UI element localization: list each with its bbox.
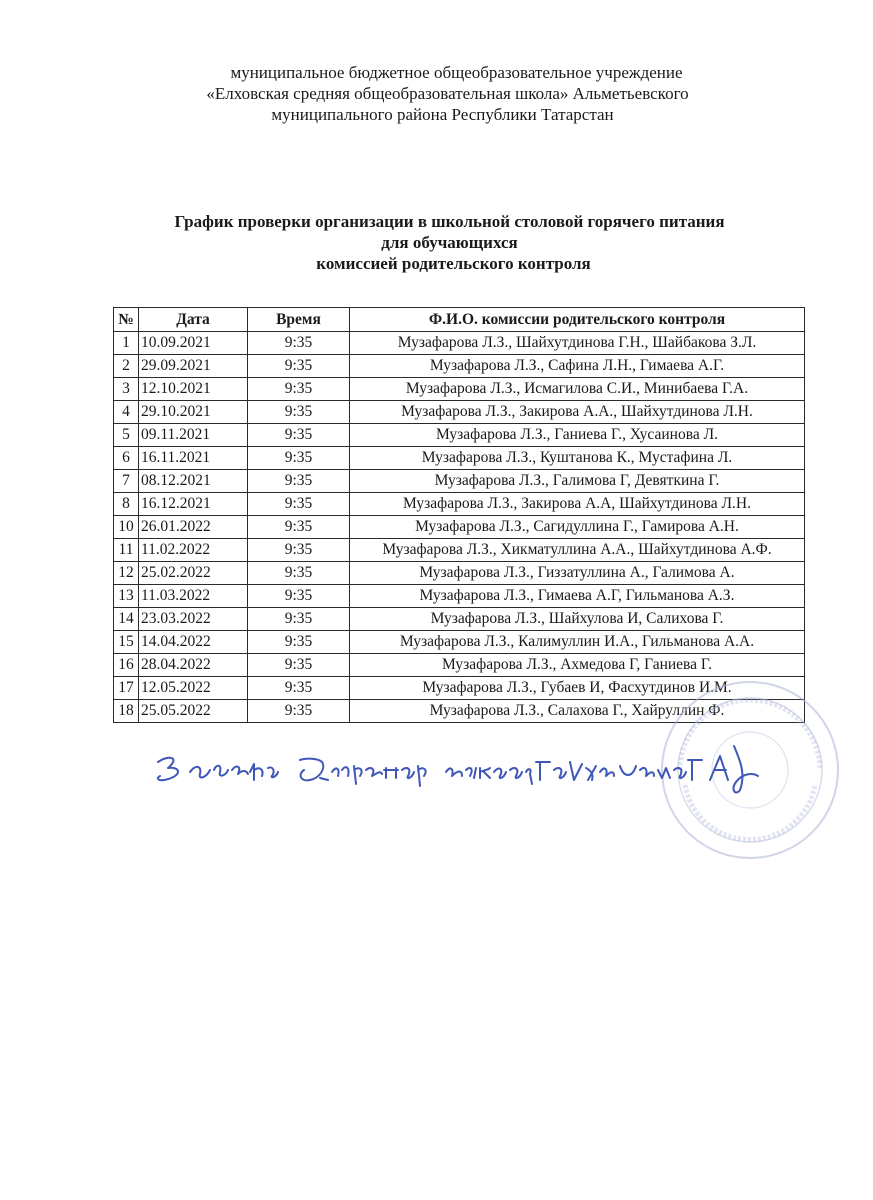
cell-date: 11.03.2022 xyxy=(139,585,248,608)
cell-time: 9:35 xyxy=(248,447,350,470)
cell-time: 9:35 xyxy=(248,516,350,539)
header-names: Ф.И.О. комиссии родительского контроля xyxy=(350,308,805,332)
cell-date: 25.02.2022 xyxy=(139,562,248,585)
cell-number: 12 xyxy=(114,562,139,585)
cell-date: 12.10.2021 xyxy=(139,378,248,401)
cell-time: 9:35 xyxy=(248,585,350,608)
table-header-row xyxy=(114,308,805,332)
director-signature xyxy=(150,740,770,800)
cell-time: 9:35 xyxy=(248,470,350,493)
table-body xyxy=(114,332,805,723)
cell-date: 14.04.2022 xyxy=(139,631,248,654)
table-row xyxy=(114,355,805,378)
cell-date: 16.11.2021 xyxy=(139,447,248,470)
handwritten-signature-graphic xyxy=(150,740,770,800)
table-row xyxy=(114,493,805,516)
cell-names: Музафарова Л.З., Сагидуллина Г., Гамирова А.Н. xyxy=(350,516,805,539)
cell-names: Музафарова Л.З., Куштанова К., Мустафина Л. xyxy=(350,447,805,470)
cell-date: 23.03.2022 xyxy=(139,608,248,631)
cell-names: Музафарова Л.З., Шайхулова И, Салихова Г. xyxy=(350,608,805,631)
cell-names: Музафарова Л.З., Закирова А.А, Шайхутдинова Л.Н. xyxy=(350,493,805,516)
cell-number: 7 xyxy=(114,470,139,493)
cell-names: Музафарова Л.З., Исмагилова С.И., Минибаева Г.А. xyxy=(350,378,805,401)
table-row xyxy=(114,401,805,424)
document-title xyxy=(0,211,873,274)
cell-time: 9:35 xyxy=(248,401,350,424)
cell-number: 2 xyxy=(114,355,139,378)
table-row xyxy=(114,562,805,585)
cell-number: 13 xyxy=(114,585,139,608)
cell-number: 3 xyxy=(114,378,139,401)
cell-names: Музафарова Л.З., Сафина Л.Н., Гимаева А.Г. xyxy=(350,355,805,378)
table-row xyxy=(114,332,805,355)
cell-date: 10.09.2021 xyxy=(139,332,248,355)
cell-number: 17 xyxy=(114,677,139,700)
table-row xyxy=(114,631,805,654)
cell-time: 9:35 xyxy=(248,700,350,723)
cell-names: Музафарова Л.З., Салахова Г., Хайруллин Ф. xyxy=(350,700,805,723)
cell-names: Музафарова Л.З., Галимова Г, Девяткина Г. xyxy=(350,470,805,493)
organization-line-2: «Елховская средняя общеобразовательная школа» Альметьевского xyxy=(206,84,689,103)
cell-time: 9:35 xyxy=(248,332,350,355)
header-time: Время xyxy=(248,308,350,332)
cell-number: 14 xyxy=(114,608,139,631)
table-row xyxy=(114,424,805,447)
cell-time: 9:35 xyxy=(248,654,350,677)
cell-date: 12.05.2022 xyxy=(139,677,248,700)
cell-date: 26.01.2022 xyxy=(139,516,248,539)
title-line-1: График проверки организации в школьной столовой горячего питания xyxy=(174,212,725,231)
cell-time: 9:35 xyxy=(248,355,350,378)
cell-date: 25.05.2022 xyxy=(139,700,248,723)
cell-number: 10 xyxy=(114,516,139,539)
cell-date: 29.10.2021 xyxy=(139,401,248,424)
table-row xyxy=(114,447,805,470)
cell-time: 9:35 xyxy=(248,424,350,447)
cell-names: Музафарова Л.З., Ганиева Г., Хусаинова Л. xyxy=(350,424,805,447)
cell-time: 9:35 xyxy=(248,378,350,401)
cell-time: 9:35 xyxy=(248,608,350,631)
cell-number: 8 xyxy=(114,493,139,516)
cell-names: Музафарова Л.З., Гимаева А.Г, Гильманова А.З. xyxy=(350,585,805,608)
organization-line-3: муниципального района Республики Татарстан xyxy=(271,105,614,124)
cell-time: 9:35 xyxy=(248,631,350,654)
table-row xyxy=(114,654,805,677)
cell-time: 9:35 xyxy=(248,677,350,700)
cell-names: Музафарова Л.З., Ахмедова Г, Ганиева Г. xyxy=(350,654,805,677)
table-row xyxy=(114,539,805,562)
cell-number: 6 xyxy=(114,447,139,470)
cell-names: Музафарова Л.З., Гиззатуллина А., Галимова А. xyxy=(350,562,805,585)
cell-names: Музафарова Л.З., Калимуллин И.А., Гильманова А.А. xyxy=(350,631,805,654)
table-row xyxy=(114,608,805,631)
cell-date: 09.11.2021 xyxy=(139,424,248,447)
cell-time: 9:35 xyxy=(248,562,350,585)
inspection-schedule-table xyxy=(113,307,805,723)
organization-line-1: муниципальное бюджетное общеобразовательное учреждение xyxy=(230,63,683,82)
table-row xyxy=(114,585,805,608)
cell-time: 9:35 xyxy=(248,493,350,516)
title-line-3: комиссией родительского контроля xyxy=(316,254,591,273)
cell-number: 16 xyxy=(114,654,139,677)
cell-number: 4 xyxy=(114,401,139,424)
cell-date: 29.09.2021 xyxy=(139,355,248,378)
cell-date: 08.12.2021 xyxy=(139,470,248,493)
cell-number: 1 xyxy=(114,332,139,355)
cell-number: 18 xyxy=(114,700,139,723)
cell-time: 9:35 xyxy=(248,539,350,562)
cell-names: Музафарова Л.З., Губаев И, Фасхутдинов И.М. xyxy=(350,677,805,700)
header-number: № xyxy=(114,308,139,332)
header-date: Дата xyxy=(139,308,248,332)
table-row xyxy=(114,378,805,401)
cell-number: 15 xyxy=(114,631,139,654)
cell-number: 5 xyxy=(114,424,139,447)
title-line-2: для обучающихся xyxy=(381,233,518,252)
organization-header xyxy=(0,62,873,125)
table-row xyxy=(114,516,805,539)
cell-date: 16.12.2021 xyxy=(139,493,248,516)
table-row xyxy=(114,470,805,493)
cell-number: 11 xyxy=(114,539,139,562)
cell-date: 11.02.2022 xyxy=(139,539,248,562)
cell-names: Музафарова Л.З., Шайхутдинова Г.Н., Шайбакова З.Л. xyxy=(350,332,805,355)
cell-names: Музафарова Л.З., Закирова А.А., Шайхутдинова Л.Н. xyxy=(350,401,805,424)
cell-names: Музафарова Л.З., Хикматуллина А.А., Шайхутдинова А.Ф. xyxy=(350,539,805,562)
cell-date: 28.04.2022 xyxy=(139,654,248,677)
